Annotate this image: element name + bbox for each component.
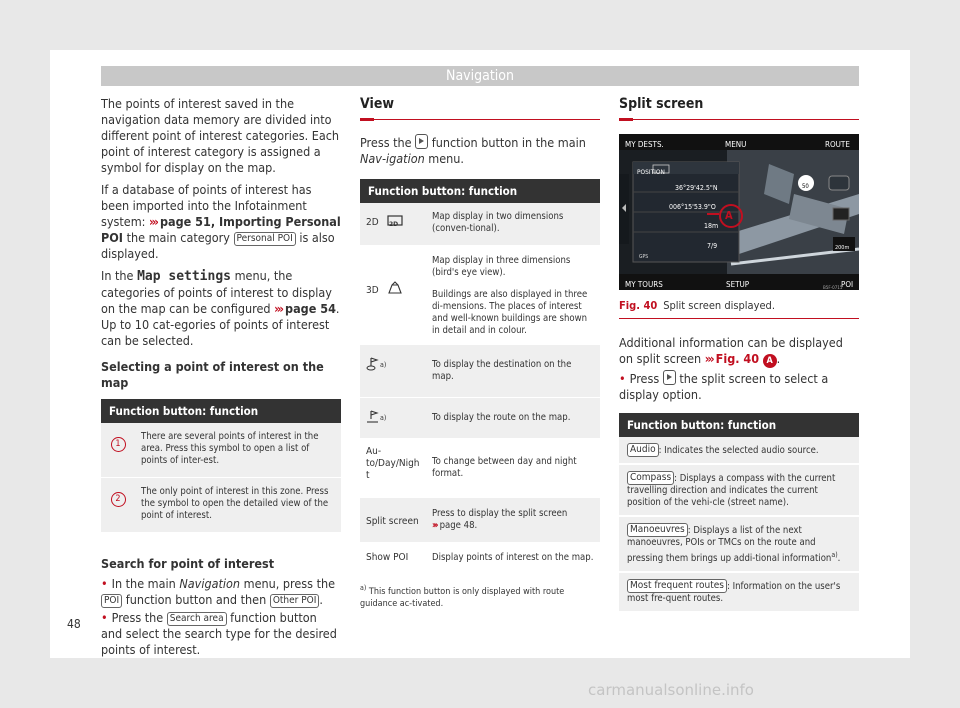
- poi-cluster-icon: 1: [111, 437, 126, 452]
- caption-divider: [619, 318, 859, 319]
- footnote: $^{a)}$ This function button is only displayed with route guidance ac-tivated.: [360, 584, 565, 609]
- bullet-icon: •: [101, 576, 108, 591]
- intro-paragraph: The points of interest saved in the navigation data memory are divided into different point of interest categories. Each point of interest category is assigned a symbol for display on the map.: [101, 96, 340, 175]
- column-1: [101, 96, 341, 664]
- gps-label: GPS: [639, 254, 649, 260]
- table-row: 1 There are several points of interest in the area. Press this symbol to open a list of points of inter-est.: [101, 423, 341, 478]
- view-function-table: [360, 179, 600, 574]
- route-flag-icon: [366, 410, 380, 424]
- screen-tab-setup[interactable]: SETUP: [726, 280, 750, 289]
- view-intro-paragraph: Press the function button in the main Nav-igation menu.: [360, 135, 586, 166]
- column-2: [360, 96, 600, 610]
- bullet-icon: •: [619, 371, 626, 386]
- screen-map-graphic: [619, 134, 859, 290]
- compass-button[interactable]: Compass: [627, 471, 674, 485]
- bullet-icon: •: [101, 610, 108, 625]
- watermark: carmanualsonline.info: [588, 681, 754, 699]
- screen-tab-my-tours[interactable]: MY TOURS: [625, 280, 663, 289]
- callout-a-badge: A: [763, 354, 777, 368]
- view-section-title: View: [360, 96, 600, 120]
- speed-limit-sign: 50: [802, 183, 809, 190]
- search-poi-heading: Search for point of interest: [101, 556, 275, 571]
- split-screen-figure: [619, 134, 859, 290]
- table-row: Manoeuvres : Displays a list of the next manoeuvres, POIs or TMCs on the route and pressing them brings up addi-tional information$^{a)}$.: [619, 516, 859, 572]
- satellite-count: 7/9: [707, 242, 718, 250]
- screen-tab-menu[interactable]: MENU: [725, 140, 747, 149]
- manoeuvres-button[interactable]: Manoeuvres: [627, 523, 688, 537]
- xref-link[interactable]: page 51, Importing Personal POI: [101, 214, 341, 245]
- map-scale: 200m: [835, 245, 850, 251]
- xref-arrow-icon: ›››: [432, 520, 437, 531]
- position-panel-title: POSITION: [637, 168, 665, 176]
- other-poi-button[interactable]: Other POI: [270, 594, 320, 608]
- latitude-value: 36°29'42.5"N: [675, 184, 718, 192]
- xref-arrow-icon: ›››: [149, 214, 157, 229]
- view-function-button-icon[interactable]: [415, 134, 428, 149]
- table-row: $^{a)}$ To display the route on the map.: [360, 398, 600, 439]
- xref-link[interactable]: page 48: [439, 520, 475, 531]
- callout-a: A: [725, 209, 733, 222]
- screen-tab-my-dests[interactable]: MY DESTS.: [625, 140, 664, 149]
- bullet-item: • Press the split screen to select a display option.: [619, 371, 829, 402]
- altitude-value: 18m: [704, 222, 719, 230]
- audio-button[interactable]: Audio: [627, 443, 659, 457]
- destination-flag-icon: [366, 357, 380, 371]
- screen-tab-route[interactable]: ROUTE: [825, 140, 850, 149]
- map-2d-icon: [386, 215, 404, 227]
- page-number: 48: [67, 617, 81, 631]
- table-header: Function button: function: [101, 399, 341, 423]
- longitude-value: 006°15'53.9"O: [669, 203, 716, 211]
- figure-link[interactable]: Fig. 40: [715, 351, 760, 366]
- table-header: Function button: function: [619, 413, 859, 437]
- table-header: Function button: function: [360, 179, 600, 203]
- screen-tab-poi[interactable]: POI: [841, 280, 854, 289]
- poi-function-table: [101, 399, 341, 532]
- table-row: Show POI Display points of interest on the map.: [360, 542, 600, 574]
- split-screen-paragraph: Additional information can be displayed on split screen ››› Fig. 40 A .: [619, 335, 843, 366]
- selecting-poi-heading: Selecting a point of interest on the map: [101, 359, 324, 390]
- map-3d-icon: [386, 281, 404, 295]
- figure-caption: Fig. 40 Split screen displayed.: [619, 299, 775, 312]
- map-settings-menu-name: Map settings: [137, 269, 231, 284]
- bullet-item: • In the main Navigation menu, press the POI function button and then Other POI .: [101, 576, 336, 607]
- column-3: [619, 96, 859, 611]
- table-row: Split screen Press to display the split screen ››› page 48.: [360, 498, 600, 542]
- most-frequent-routes-button[interactable]: Most frequent routes: [627, 579, 727, 593]
- table-row: Most frequent routes : Information on the user's most fre-quent routes.: [619, 572, 859, 611]
- page-header: Navigation: [101, 66, 859, 86]
- table-row: 3D Map display in three dimensions (bird's eye view). Buildings are also displayed in three di-mensions. The places of interest and well-known buildings are shown in detail and in colour.: [360, 245, 600, 345]
- xref-arrow-icon: ›››: [274, 301, 283, 316]
- import-paragraph: If a database of points of interest has been imported into the Infotainment system: ››› page 51, Importing Personal POI the main category Personal POI is also displayed.: [101, 182, 341, 261]
- table-row: Au-to/Day/Nigh t To change between day and night format.: [360, 438, 600, 498]
- search-area-button[interactable]: Search area: [167, 612, 227, 626]
- table-row: 2D 2D Map display in two dimensions (conven-tional).: [360, 203, 600, 245]
- table-row: 2 The only point of interest in this zone. Press the symbol to open the detailed view of the point of interest.: [101, 478, 341, 533]
- split-screen-function-table: [619, 413, 859, 611]
- table-row: Compass : Displays a compass with the current travelling direction and indicates the current position of the vehi-cle (street name).: [619, 464, 859, 516]
- table-row: $^{a)}$ To display the destination on the map.: [360, 345, 600, 398]
- personal-poi-button[interactable]: Personal POI: [234, 232, 296, 246]
- xref-arrow-icon: ›››: [704, 351, 713, 366]
- split-screen-button-icon[interactable]: [663, 370, 676, 385]
- split-screen-section-title: Split screen: [619, 96, 859, 120]
- map-settings-paragraph: In the Map settings menu, the categories of points of interest to display on the map can be configured ››› page 54. Up to 10 cat-egories of points of interest can be selected.: [101, 268, 340, 348]
- table-row: Audio : Indicates the selected audio source.: [619, 437, 859, 464]
- figure-code: B5F-0715: [823, 286, 843, 291]
- poi-button[interactable]: POI: [101, 594, 122, 608]
- poi-single-icon: 2: [111, 492, 126, 507]
- svg-text:2D: 2D: [388, 221, 398, 227]
- xref-link[interactable]: page 54: [285, 301, 336, 316]
- bullet-item: • Press the Search area function button and select the search type for the desired points of interest.: [101, 610, 337, 657]
